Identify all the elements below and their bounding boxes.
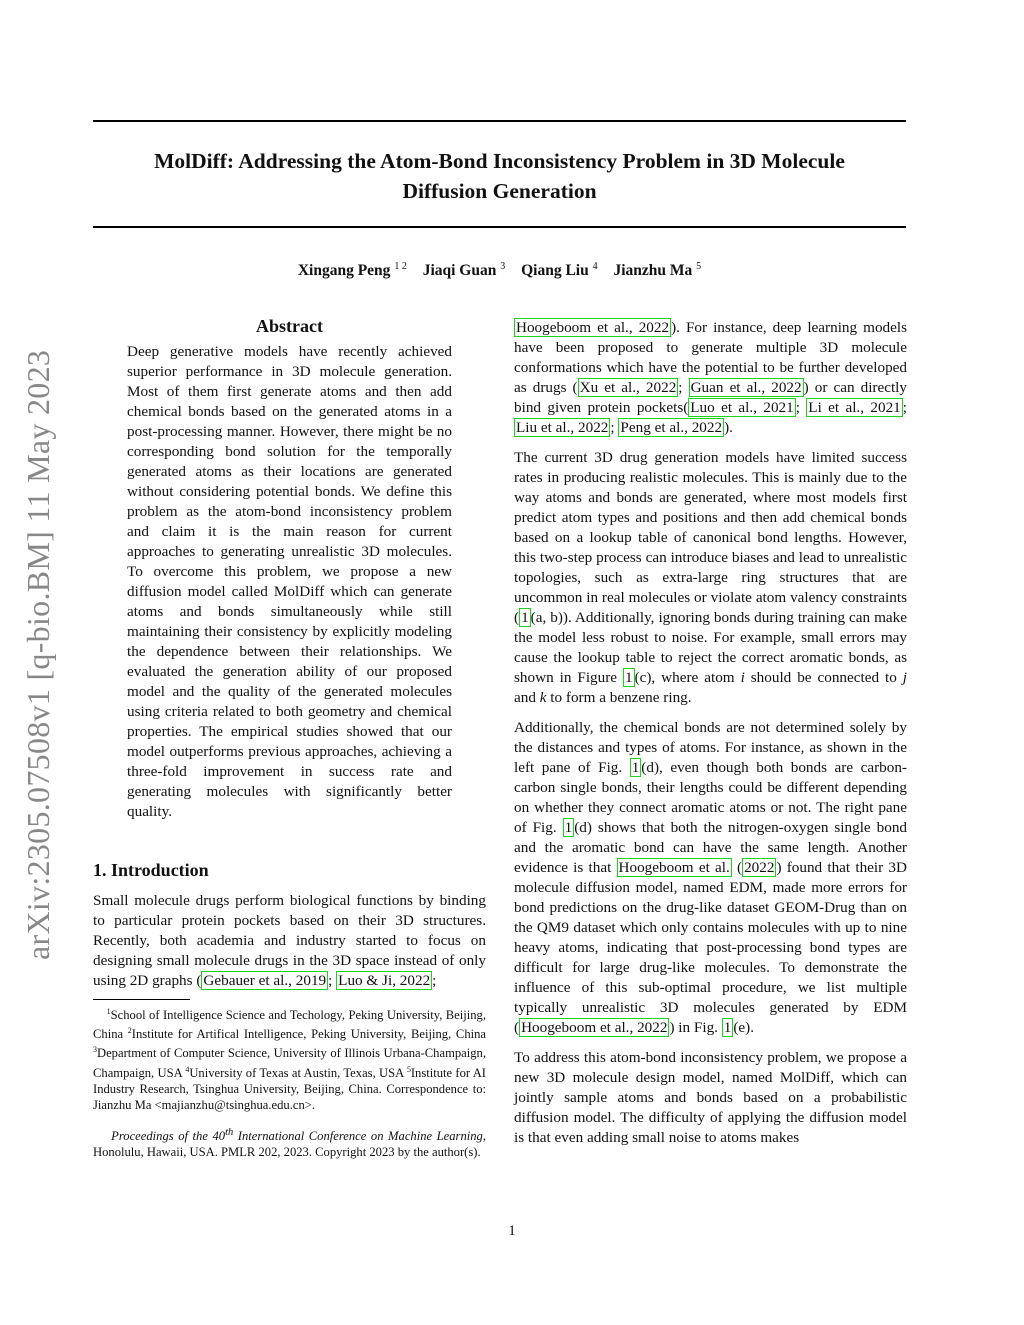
citation-link[interactable]: Luo & Ji, 2022: [338, 972, 431, 989]
section-heading-introduction: 1. Introduction: [93, 860, 209, 880]
abstract-text: Deep generative models have recently achieved superior performance in 3D molecule generation. Most of them first generate atoms and then add chemical bonds based on the generated atoms in a post-processing manner. However, there might be no corresponding bond solution for the temporally generated atoms as their locations are generated without considering potential bonds. We define this problem as the atom-bond inconsistency problem and claim it is the main reason for current approaches to generating unrealistic 3D molecules. To overcome this problem, we propose a new diffusion model called MolDiff which can generate atoms and bonds simultaneously while still maintaining their consistency by explicitly modeling the dependence between their relationships. We evaluated the generation ability of our proposed model and the quality of the generated molecules using criteria related to both geometry and chemical properties. The empirical studies showed that our model outperforms previous approaches, achieving a three-fold improvement in success rate and generating molecules with significantly better quality.: [127, 343, 452, 820]
citation-link[interactable]: Gebauer et al., 2019: [203, 972, 327, 989]
citation-link[interactable]: Luo et al., 2021: [690, 399, 794, 416]
paragraph: Additionally, the chemical bonds are not determined solely by the distances and types of atoms. For instance, as shown in the left pane of Fig. 1 (d), even though both bonds are carbon-carbon single bonds, their lengths could be different depending on whether they connect aromatic atoms or not. The right pane of Fig. 1 (d) shows that both the nitrogen-oxygen single bond and the aromatic bond can have the same length. Another evidence is that Hoogeboom et al. ( 2022 ) found that their 3D molecule diffusion model, named EDM, made more errors for bond predictions on the drug-like dataset GEOM-Drug than on the QM9 dataset which only contains molecules with up to nine heavy atoms, indicating that post-processing bond types are difficult for large drug-like molecules. To demonstrate the influence of this sub-optimal procedure, we list multiple typically unrealistic 3D molecules generated by EDM ( Hoogeboom et al., 2022 ) in Fig. 1 (e).: [514, 719, 908, 1036]
citation-link[interactable]: Xu et al., 2022: [579, 379, 677, 396]
page-number: 1: [508, 1223, 516, 1239]
arxiv-identifier[interactable]: arXiv:2305.07508v1 [q-bio.BM] 11 May 2023: [20, 349, 56, 960]
right-column: [514, 318, 907, 1158]
citation-link[interactable]: Guan et al., 2022: [690, 379, 802, 396]
citation-link[interactable]: Hoogeboom et al., 2022: [521, 1019, 668, 1036]
proceedings-note: Proceedings of the 40th International Conference on Machine Learning, Honolulu, Hawaii, USA. PMLR 202, 2023. Copyright 2023 by the author(s).: [93, 1126, 486, 1159]
figure-link[interactable]: 1: [631, 759, 640, 776]
figure-link[interactable]: 1: [624, 669, 633, 686]
citation-link[interactable]: Hoogeboom et al., 2022: [516, 319, 670, 336]
citation-link[interactable]: Peng et al., 2022: [620, 419, 723, 436]
citation-link[interactable]: Liu et al., 2022: [516, 419, 609, 436]
title-line-2: Diffusion Generation: [402, 179, 597, 203]
citation-link[interactable]: Hoogeboom et al.: [618, 859, 730, 876]
paragraph: The current 3D drug generation models have limited success rates in producing realistic molecules. This is mainly due to the way atoms and bonds are generated, where most models first predict atom types and positions and then add chemical bonds based on a lookup table of canonical bond lengths. However, this two-step process can introduce biases and lead to unrealistic topologies, such as extra-large ring structures that are uncommon in real molecules or violate atom valency constraints ( 1 (a, b)). Additionally, ignoring bonds during training can make the model less robust to noise. For example, small errors may cause the lookup table to reject the correct aromatic bonds, as shown in Figure 1 (c), where atom i should be connected to j and k to form a benzene ring.: [514, 449, 908, 706]
intro-paragraph: Small molecule drugs perform biological functions by binding to particular protein pockets based on their 3D structures. Recently, both academia and industry started to focus on designing small molecule drugs in the 3D space instead of only using 2D graphs ( Gebauer et al., 2019 ; Luo & Ji, 2022 ;: [93, 892, 486, 989]
author: Xingang Peng $^{1 2}$: [297, 261, 407, 280]
paper-title: [93, 146, 906, 206]
abstract-heading: Abstract: [256, 316, 323, 336]
author: Jianzhu Ma $^5$: [613, 261, 702, 280]
figure-link[interactable]: 1: [521, 609, 529, 626]
footnote-rule: [93, 999, 190, 1000]
figure-link[interactable]: 1: [564, 819, 573, 836]
paragraph: Hoogeboom et al., 2022 ). For instance, deep learning models have been proposed to generate multiple 3D molecule conformations which have the potential to be further developed as drugs ( Xu et al., 2022 ; Guan et al., 2022 ) or can directly bind given protein pockets( Luo et al., 2021 ; Li et al., 2021 ; Liu et al., 2022 ; Peng et al., 2022 ).: [514, 319, 907, 436]
figure-link[interactable]: 1: [723, 1019, 732, 1036]
citation-link[interactable]: 2022: [744, 859, 775, 876]
author-list: [93, 261, 906, 280]
affiliation-footnote: $^1$School of Intelligence Science and Techology, Peking University, Beijing, China $^2$Institute for Artifical Intelligence, Peking University, Beijing, China $^3$Department of Computer Science, University of Illinois Urbana-Champaign, Champaign, USA $^4$University of Texas at Austin, Texas, USA $^5$Institute for AI Industry Research, Tsinghua University, Beijing, China. Correspondence to: Jianzhu Ma <majianzhu@tsinghua.edu.cn>.: [93, 1007, 487, 1112]
author: Jiaqi Guan $^3$: [422, 261, 506, 280]
top-rule: [93, 120, 906, 122]
left-column: [93, 316, 486, 1160]
title-line-1: MolDiff: Addressing the Atom-Bond Inconsistency Problem in 3D Molecule: [154, 149, 845, 173]
author: Qiang Liu $^4$: [521, 261, 598, 280]
citation-link[interactable]: Li et al., 2021: [808, 399, 901, 416]
title-bottom-rule: [93, 226, 906, 228]
paragraph: To address this atom-bond inconsistency problem, we propose a new 3D molecule design model, named MolDiff, which can jointly sample atoms and bonds based on a probabilistic diffusion model. The difficulty of applying the diffusion model is that even adding small noise to atoms makes: [514, 1049, 907, 1146]
